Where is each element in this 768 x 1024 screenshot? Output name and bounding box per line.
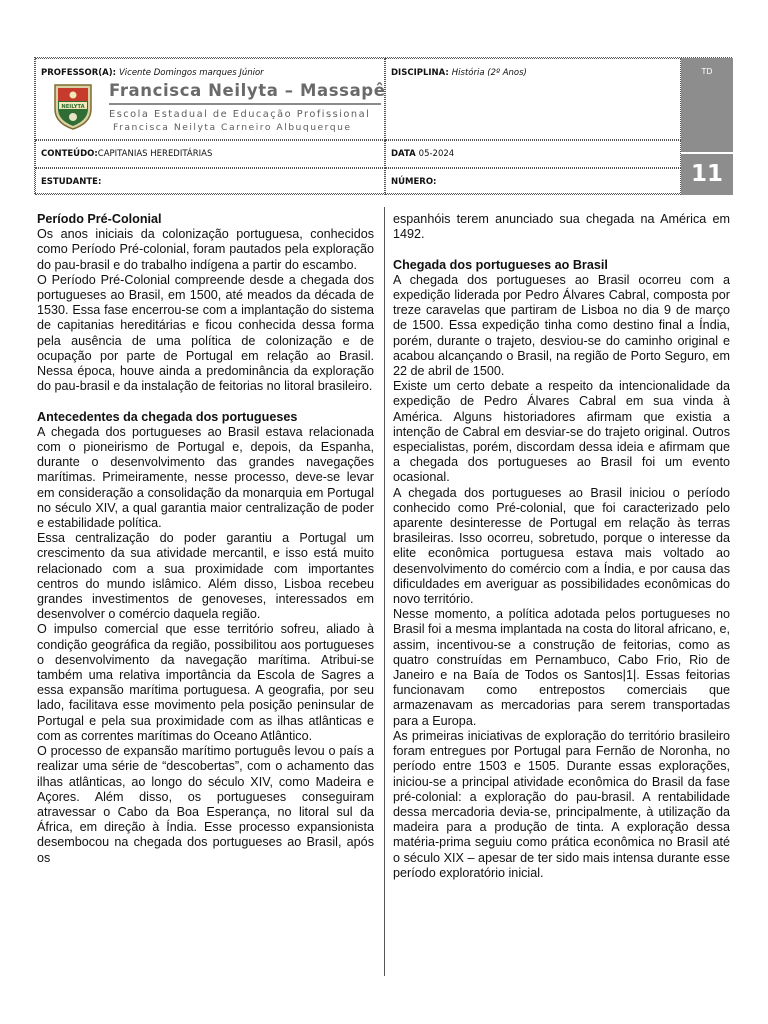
disciplina-cell [385,58,681,140]
conteudo-line [41,149,212,159]
paragraph: espanhóis terem anunciado sua chegada na América em 1492. [393,212,730,242]
numero-label: NÚMERO: [391,177,437,187]
school-name: Francisca Neilyta – Massapê [109,81,386,100]
professor-label: PROFESSOR(A): [41,68,116,78]
column-divider [384,207,385,976]
data-cell [385,140,681,168]
school-logo-icon [48,81,98,131]
paragraph: O Período Pré-Colonial compreende desde a chegada dos portugueses ao Brasil, em 1500, até meados da década de 1530. Essa fase encerrou-se com a implantação do sistema de capitanias hereditárias e ficou conhecida dessa forma pela ausência de uma política de colonização e de ocupação por parte de Portugal em relação ao Brasil. Nessa época, houve ainda a predominância da exploração do pau-brasil e da instalação de feitorias no litoral brasileiro. [37,272,374,394]
data-label: DATA [391,149,416,159]
conteudo-value: CAPITANIAS HEREDITÁRIAS [97,149,213,159]
school-subtitle-2: Francisca Neilyta Carneiro Albuquerque [113,122,352,133]
td-number: 11 [681,152,733,192]
paragraph: Essa centralização do poder garantiu a Portugal um crescimento da sua atividade mercantil, e isso está muito relacionado com a sua proximidade com importantes centros do mundo islâmico. Além disso, Lisboa recebeu grandes investimentos de genoveses, interessados em desenvolver o comércio daquela região. [37,531,374,622]
paragraph: Os anos iniciais da colonização portuguesa, conhecidos como Período Pré-colonial, foram pautados pela exploração do pau-brasil e do trabalho indígena a partir do escambo. [37,227,374,272]
paragraph: As primeiras iniciativas de exploração do território brasileiro foram entregues por Portugal para Fernão de Noronha, no período entre 1503 e 1505. Durante essas explorações, iniciou-se a principal atividade econômica do Brasil da fase pré-colonial: a exploração do pau-brasil. A rentabilidade dessa mercadoria devia-se, principalmente, à utilização da madeira para a produção de tinta. A exploração dessa matéria-prima seguiu como prática econômica no Brasil até o século XIX – apesar de ter sido mais intensa durante esse período exploratório inicial. [393,728,730,880]
paragraph: Nesse momento, a política adotada pelos portugueses no Brasil foi a mesma implantada na costa do litoral africano, e, assim, incentivou-se a construção de feitorias, como as quatro construídas em Pernambuco, Cabo Frio, Rio de Janeiro e na Baía de Todos os Santos|1|. Essas feitorias funcionavam como entrepostos comerciais que armazenavam as mercadorias para serem transportadas para a Europa. [393,607,730,728]
estudante-label: ESTUDANTE: [41,177,102,187]
left-column [37,212,374,866]
heading-periodo-pre-colonial: Período Pré-Colonial [37,212,162,226]
school-divider [109,103,381,105]
disciplina-label: DISCIPLINA: [391,68,449,78]
paragraph: Existe um certo debate a respeito da intencionalidade da expedição de Pedro Álvares Cabral em sua vinda à América. Alguns historiadores afirmam que existia a intenção de Cabral em desviar-se do trajeto original. Outros especialistas, porém, discordam dessa ideia e afirmam que a chegada dos portugueses ao Brasil foi um evento ocasional. [393,379,730,485]
right-column [393,212,730,881]
data-line [391,149,454,159]
paragraph: O processo de expansão marítimo português levou o país a realizar uma série de “descobertas”, com o achamento das ilhas atlânticas, ao longo do século XIV, como Madeira e Açores. Além disso, os portugueses conseguiram atravessar o Cabo da Boa Esperança, no litoral sul da África, em direção à Índia. Esse processo expansionista desembocou na chegada dos portugueses ao Brasil, após os [37,744,374,865]
professor-line [41,68,264,78]
header-table [34,57,732,194]
conteudo-cell [35,140,385,168]
disciplina-line [391,68,527,78]
disciplina-value: História (2º Anos) [451,68,527,78]
estudante-cell[interactable] [35,168,385,195]
logo-text: NEILYTA [61,104,85,110]
conteudo-label: CONTEÚDO: [41,149,98,159]
data-value: 05-2024 [418,149,455,159]
numero-cell[interactable] [385,168,681,195]
paragraph: A chegada dos portugueses ao Brasil estava relacionada com o pioneirismo de Portugal e, depois, da Espanha, durante o desenvolvimento das grandes navegações marítimas. Primeiramente, nesse processo, deve-se levar em consideração a consolidação da monarquia em Portugal no século XIV, a qual garantia maior centralização de poder e estabilidade política. [37,424,374,531]
paragraph: A chegada dos portugueses ao Brasil ocorreu com a expedição liderada por Pedro Álvares Cabral, composta por treze caravelas que partiram de Lisboa no dia 9 de março de 1500. Essa expedição tinha como destino final a Índia, porém, durante o trajeto, desviou-se do caminho original e acabou alcançando o Brasil, na região de Porto Seguro, em 22 de abril de 1500. [393,272,730,379]
paragraph: O impulso comercial que esse território sofreu, aliado à condição geográfica da região, possibilitou aos portugueses o desenvolvimento da navegação marítima. Atribui-se também uma relativa importância da Escola de Sagres a essa expansão marítima portuguesa. A geografia, por seu lado, facilitava esse movimento pela posição peninsular de Portugal e pela sua proximidade com as ilhas atlânticas e com as correntes marítimas do Oceano Atlântico. [37,622,374,743]
heading-chegada: Chegada dos portugueses ao Brasil [393,257,608,272]
td-box [681,58,733,195]
heading-antecedentes: Antecedentes da chegada dos portugueses [37,409,298,424]
professor-value: Vicente Domingos marques Júnior [118,68,264,78]
td-label: TD [701,67,713,76]
paragraph: A chegada dos portugueses ao Brasil iniciou o período conhecido como Pré-colonial, que foi caracterizado pelo aparente desinteresse de Portugal em relação às terras brasileiras. Isso ocorreu, sobretudo, porque o interesse da elite econômica portuguesa estava mais voltado ao desenvolvimento do comércio com a Índia, e por causa das dificuldades em averiguar as possibilidades econômicas do novo território. [393,485,730,607]
school-cell [35,58,385,140]
school-subtitle-1: Escola Estadual de Educação Profissional [109,109,371,120]
